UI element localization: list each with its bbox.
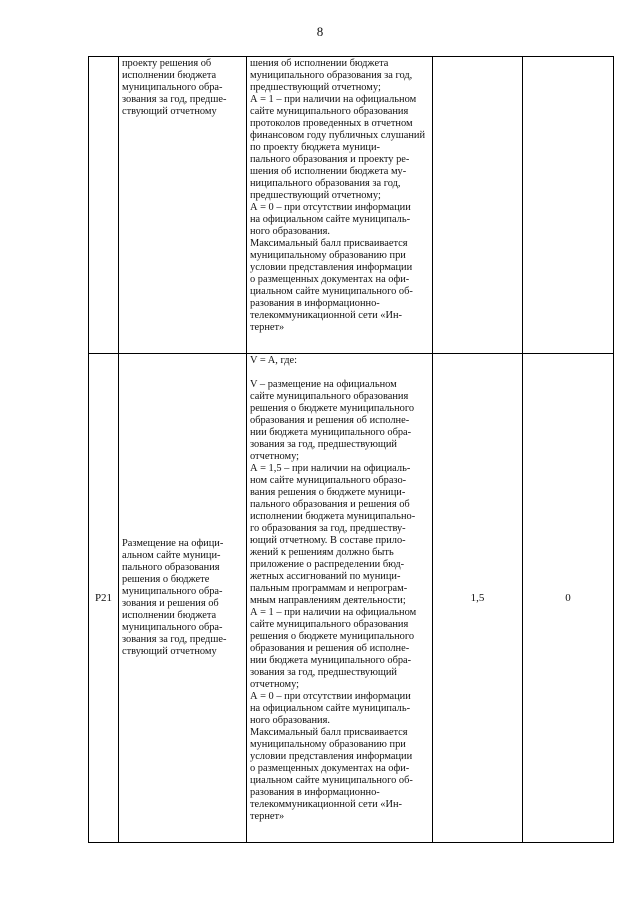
table-row	[89, 354, 614, 843]
max-score-cell: 1,5	[433, 354, 523, 843]
indicator-name-cell	[119, 57, 247, 354]
indicator-name: Размещение на офици- альном сайте муници- пального образования решения о бюджете муниципального обра- зования и решения об исполнении бюджета муниципального обра- зования за год, предше- ствующий отчетному	[122, 538, 227, 657]
indicator-criteria-cell	[247, 57, 433, 354]
criteria-paragraph: Максимальный балл присваивается муниципальному образованию при условии представления информации о размещенных документах на офи- циальном сайте муниципального об- разования в информационно- телекоммуникационной сети «Ин- тернет»	[250, 727, 413, 822]
score-cell	[523, 57, 614, 354]
indicator-code-cell	[89, 57, 119, 354]
max-score-cell	[433, 57, 523, 354]
score-cell: 0	[523, 354, 614, 843]
criteria-paragraph: V – размещение на официальном сайте муниципального образования решения о бюджете муниципального образования и решения об исполне- нии бюджета муниципального обра- зования за год, предшествующий отчетному;	[250, 379, 415, 462]
criteria-paragraph: А = 1,5 – при наличии на официаль- ном сайте муниципального образо- вания решения о бюджете муници- пального образования и решения об исполнении бюджета муниципально- го образования за год, предшеству- ющий отчетному. В составе прило- жений к решениям должно быть приложение о распределении бюд- жетных ассигнований по муници- пальным программам и непрограм- мным направлениям деятельности;	[250, 463, 416, 606]
indicator-name-cell	[119, 354, 247, 843]
indicator-criteria-cell	[247, 354, 433, 843]
table-row	[89, 57, 614, 354]
indicator-code-cell: Р21	[89, 354, 119, 843]
criteria-paragraph: Максимальный балл присваивается муниципальному образованию при условии представления информации о размещенных документах на офи- циальном сайте муниципального об- разования в информационно- телекоммуникационной сети «Ин- тернет»	[250, 238, 413, 333]
criteria-paragraph: А = 0 – при отсутствии информации на официальном сайте муниципаль- ного образования.	[250, 202, 411, 237]
page-number: 8	[316, 24, 324, 39]
indicator-table	[88, 56, 614, 843]
criteria-paragraph: А = 1 – при наличии на официальном сайте муниципального образования решения о бюджете муниципального образования и решения об исполне- нии бюджета муниципального обра- зования за год, предшествующий отчетному;	[250, 607, 417, 690]
criteria-formula: V = A, где:	[250, 355, 298, 366]
criteria-paragraph: шения об исполнении бюджета муниципального образования за год, предшествующий отчетному;	[250, 58, 413, 93]
blank-line	[250, 367, 429, 379]
indicator-name: проекту решения об исполнении бюджета муниципального обра- зования за год, предше- ствующий отчетному	[122, 58, 227, 117]
criteria-paragraph: А = 0 – при отсутствии информации на официальном сайте муниципаль- ного образования.	[250, 691, 411, 726]
criteria-paragraph: А = 1 – при наличии на официальном сайте муниципального образования протоколов проведенных в отчетном финансовом году публичных слушаний по проекту бюджета муници- пального образования и проекту ре- шения об исполнении бюджета му- ниципального образования за год, предшествующий отчетному;	[250, 94, 426, 201]
